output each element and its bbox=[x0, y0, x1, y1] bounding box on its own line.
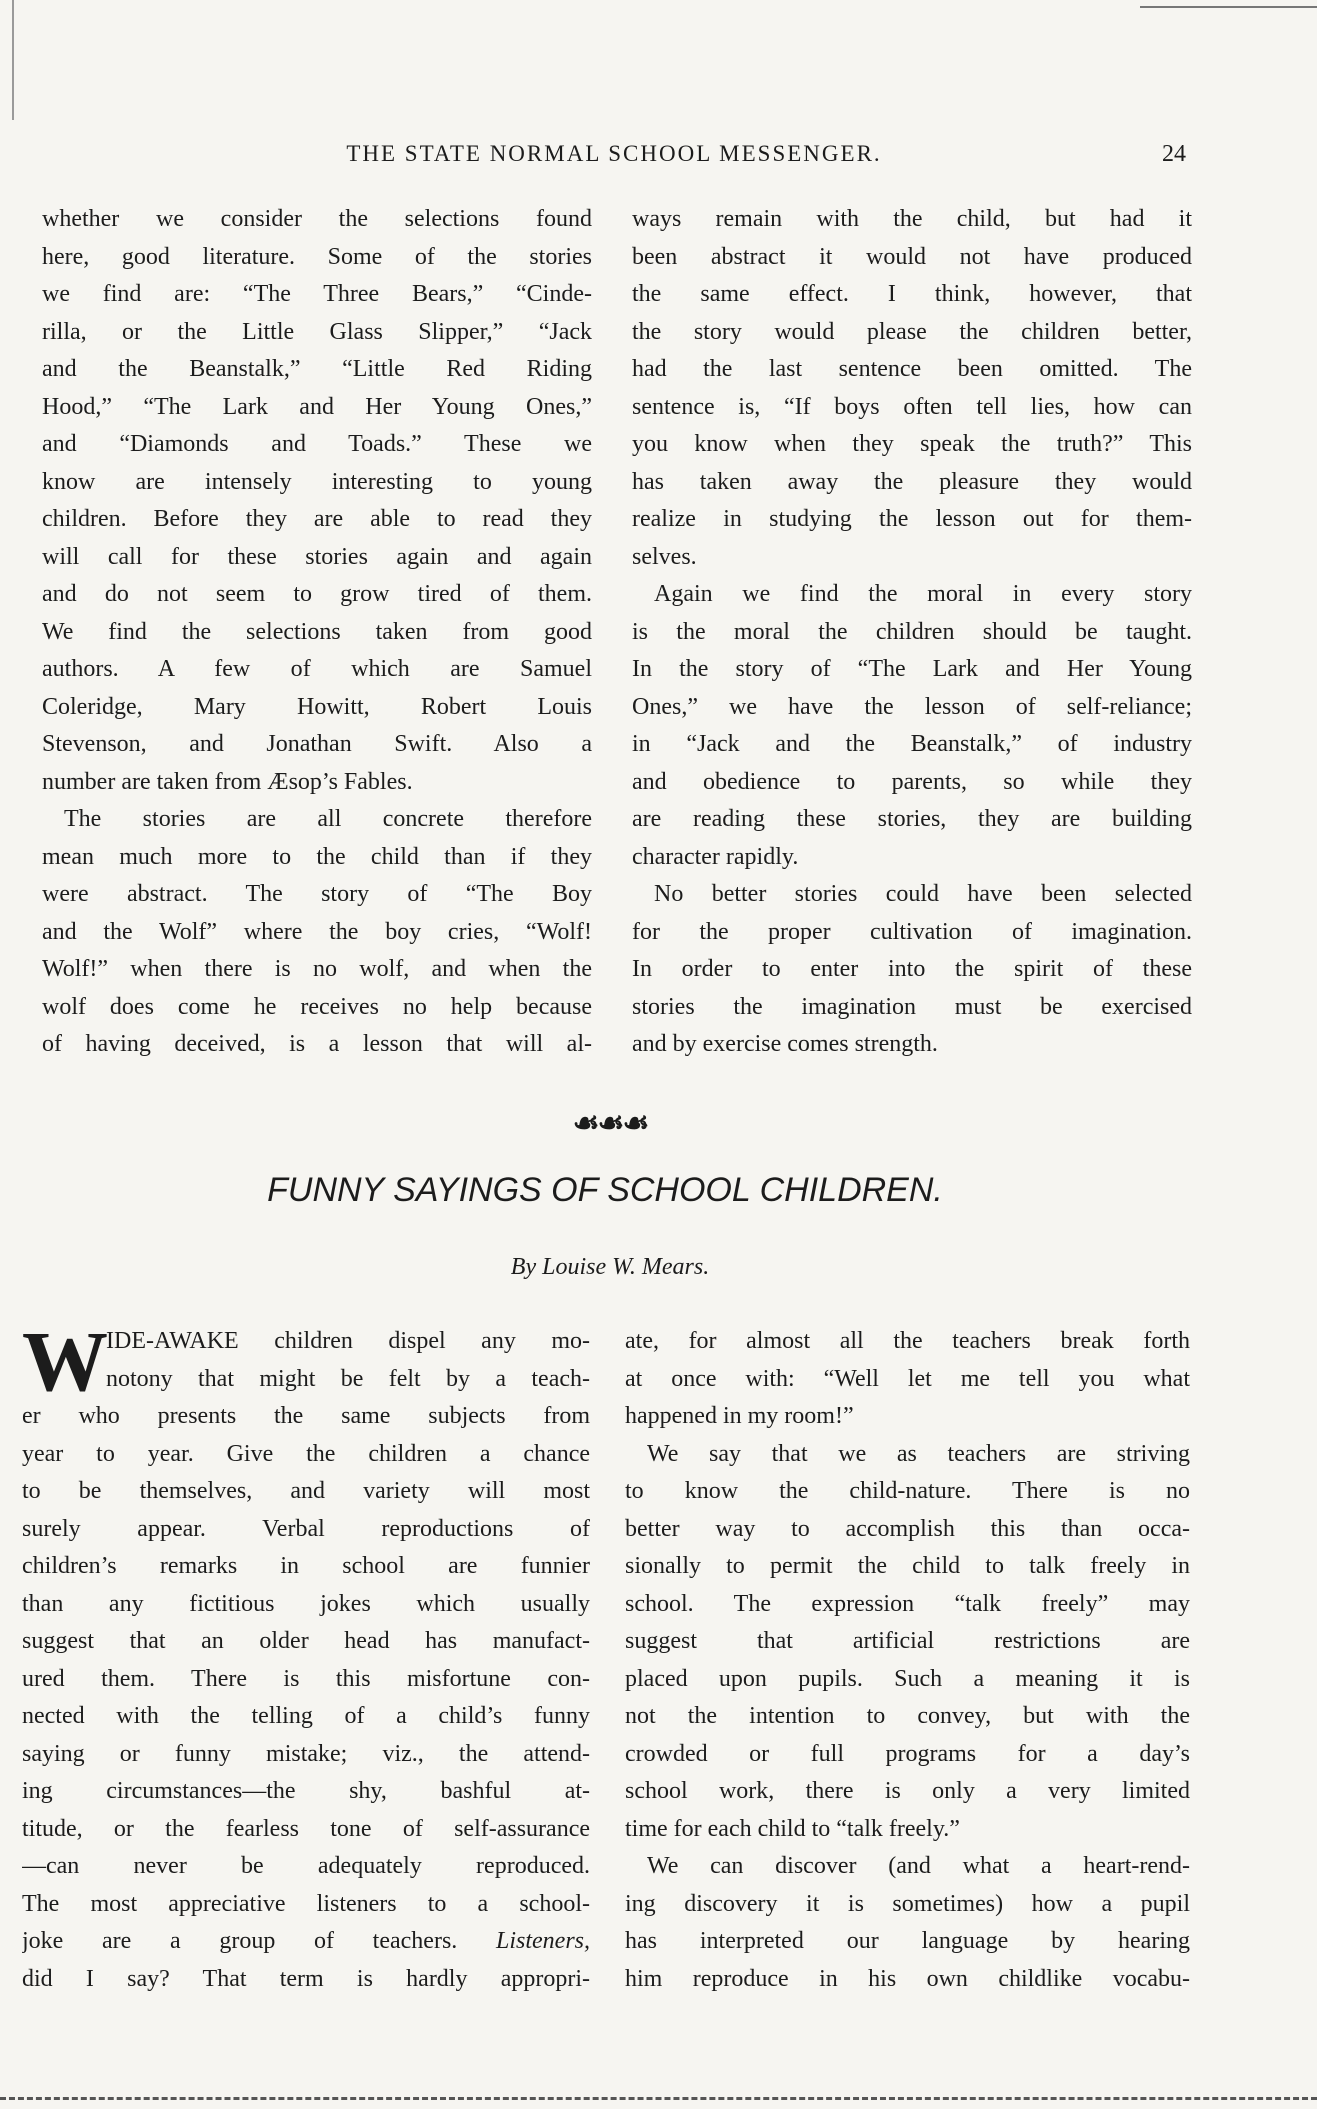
paragraph bbox=[22, 1323, 590, 1998]
text-line: whether we consider the selections found bbox=[42, 206, 592, 232]
text-line: children’s remarks in school are funnier bbox=[22, 1553, 590, 1579]
text-line: happened in my room!” bbox=[625, 1403, 854, 1429]
text-line: realize in studying the lesson out for them- bbox=[632, 506, 1192, 532]
text-line: to know the child-nature. There is no bbox=[625, 1478, 1190, 1504]
text-line: mean much more to the child than if they bbox=[42, 843, 592, 870]
text-line: school work, there is only a very limited bbox=[625, 1778, 1190, 1804]
text-line: saying or funny mistake; viz., the attend- bbox=[22, 1740, 590, 1767]
text-line: The stories are all concrete therefore bbox=[64, 806, 592, 832]
paragraph bbox=[42, 801, 592, 1064]
text-line: better way to accomplish this than occa- bbox=[625, 1515, 1190, 1542]
text-line: placed upon pupils. Such a meaning it is bbox=[625, 1665, 1190, 1692]
text-line: in “Jack and the Beanstalk,” of industry bbox=[632, 731, 1192, 757]
italic-text: Listeners, bbox=[495, 1928, 590, 1954]
text-segment: joke are a group of teachers. bbox=[22, 1928, 496, 1954]
text-line: Wolf!” when there is no wolf, and when the bbox=[42, 956, 592, 982]
scan-edge-line bbox=[1140, 6, 1317, 8]
text-line: year to year. Give the children a chance bbox=[22, 1440, 590, 1467]
text-line: selves. bbox=[632, 543, 697, 570]
text-line: Ones,” we have the lesson of self-reliance; bbox=[632, 693, 1192, 720]
column-top-left bbox=[42, 201, 592, 1064]
text-line: suggest that artificial restrictions are bbox=[625, 1628, 1190, 1654]
text-line: been abstract it would not have produced bbox=[632, 243, 1192, 270]
paragraph bbox=[625, 1323, 1190, 1436]
text-line: authors. A few of which are Samuel bbox=[42, 656, 592, 682]
text-line: we find are: “The Three Bears,” “Cinde- bbox=[42, 281, 592, 307]
text-line: and the Beanstalk,” “Little Red Riding bbox=[42, 356, 592, 382]
running-header bbox=[0, 138, 1317, 170]
scan-edge-line bbox=[12, 0, 14, 120]
text-line: and the Wolf” where the boy cries, “Wolf! bbox=[42, 918, 592, 945]
text-line: will call for these stories again and again bbox=[42, 543, 592, 570]
text-line: We find the selections taken from good bbox=[42, 618, 592, 645]
text-line: Again we find the moral in every story bbox=[654, 581, 1192, 607]
text-line: —can never be adequately reproduced. bbox=[22, 1853, 590, 1879]
text-line: did I say? That term is hardly appropri- bbox=[22, 1965, 590, 1992]
text-line: crowded or full programs for a day’s bbox=[625, 1740, 1190, 1767]
text-line: are reading these stories, they are building bbox=[632, 806, 1192, 832]
text-line: know are intensely interesting to young bbox=[42, 468, 592, 495]
page-number: 24 bbox=[1162, 141, 1186, 167]
text-line: er who presents the same subjects from bbox=[22, 1403, 590, 1429]
text-line: number are taken from Æsop’s Fables. bbox=[42, 768, 413, 795]
text-line: sentence is, “If boys often tell lies, how can bbox=[632, 393, 1192, 420]
text-line: to be themselves, and variety will most bbox=[22, 1478, 590, 1504]
text-line: In order to enter into the spirit of these bbox=[632, 956, 1192, 982]
text-line bbox=[22, 1923, 590, 1961]
text-line: and obedience to parents, so while they bbox=[632, 768, 1192, 795]
text-line: than any fictitious jokes which usually bbox=[22, 1590, 590, 1617]
text-line: ways remain with the child, but had it bbox=[632, 206, 1192, 232]
text-line: and by exercise comes strength. bbox=[632, 1031, 938, 1057]
text-line: In the story of “The Lark and Her Young bbox=[632, 656, 1192, 682]
column-bottom-left bbox=[22, 1323, 590, 1998]
text-line: ing circumstances—the shy, bashful at- bbox=[22, 1778, 590, 1804]
text-line: character rapidly. bbox=[632, 843, 799, 870]
text-line: ing discovery it is sometimes) how a pupil bbox=[625, 1890, 1190, 1917]
text-line: the same effect. I think, however, that bbox=[632, 281, 1192, 307]
text-line: stories the imagination must be exercised bbox=[632, 993, 1192, 1020]
text-line: not the intention to convey, but with the bbox=[625, 1703, 1190, 1729]
text-line: were abstract. The story of “The Boy bbox=[42, 881, 592, 907]
column-top-right bbox=[632, 201, 1192, 1064]
journal-title: THE STATE NORMAL SCHOOL MESSENGER. bbox=[346, 141, 882, 166]
bottom-rule bbox=[0, 2097, 1317, 2100]
text-line: and do not seem to grow tired of them. bbox=[42, 581, 592, 607]
text-line: No better stories could have been selected bbox=[654, 881, 1192, 907]
text-line: notony that might be felt by a teach- bbox=[106, 1365, 590, 1392]
text-line: The most appreciative listeners to a school- bbox=[22, 1890, 590, 1917]
text-line: time for each child to “talk freely.” bbox=[625, 1815, 960, 1842]
text-line: you know when they speak the truth?” This bbox=[632, 431, 1192, 457]
text-line: Stevenson, and Jonathan Swift. Also a bbox=[42, 731, 592, 757]
text-line: sionally to permit the child to talk freely in bbox=[625, 1553, 1190, 1579]
text-line: ured them. There is this misfortune con- bbox=[22, 1665, 590, 1692]
text-line: at once with: “Well let me tell you what bbox=[625, 1365, 1190, 1392]
text-line: wolf does come he receives no help because bbox=[42, 993, 592, 1020]
text-line: We can discover (and what a heart-rend- bbox=[647, 1853, 1190, 1879]
ornament-divider: ☙☙☙ bbox=[572, 1107, 648, 1140]
text-line: suggest that an older head has manufact- bbox=[22, 1628, 590, 1654]
text-line: IDE-AWAKE children dispel any mo- bbox=[106, 1328, 590, 1354]
text-line: Hood,” “The Lark and Her Young Ones,” bbox=[42, 393, 592, 420]
text-line: is the moral the children should be taught. bbox=[632, 618, 1192, 645]
text-line: has interpreted our language by hearing bbox=[625, 1928, 1190, 1954]
text-line: nected with the telling of a child’s funny bbox=[22, 1703, 590, 1729]
text-line: school. The expression “talk freely” may bbox=[625, 1590, 1190, 1617]
text-line: had the last sentence been omitted. The bbox=[632, 356, 1192, 382]
article-byline: By Louise W. Mears. bbox=[510, 1254, 710, 1280]
text-line: ate, for almost all the teachers break forth bbox=[625, 1328, 1190, 1354]
text-line: has taken away the pleasure they would bbox=[632, 468, 1192, 495]
column-bottom-right bbox=[625, 1323, 1190, 1998]
text-line: We say that we as teachers are striving bbox=[647, 1440, 1190, 1467]
text-line: surely appear. Verbal reproductions of bbox=[22, 1515, 590, 1542]
text-line: for the proper cultivation of imagination. bbox=[632, 918, 1192, 945]
text-line: Coleridge, Mary Howitt, Robert Louis bbox=[42, 693, 592, 720]
paragraph bbox=[625, 1436, 1190, 1849]
paragraph bbox=[632, 201, 1192, 576]
drop-cap: W bbox=[22, 1313, 108, 1409]
text-line: him reproduce in his own childlike vocabu- bbox=[625, 1965, 1190, 1992]
article-title: FUNNY SAYINGS OF SCHOOL CHILDREN. bbox=[267, 1171, 943, 1209]
paragraph bbox=[42, 201, 592, 801]
text-line: of having deceived, is a lesson that will al- bbox=[42, 1031, 592, 1057]
text-line: rilla, or the Little Glass Slipper,” “Jack bbox=[42, 318, 592, 345]
text-line: the story would please the children better, bbox=[632, 318, 1192, 345]
paragraph bbox=[625, 1848, 1190, 1998]
text-line: and “Diamonds and Toads.” These we bbox=[42, 431, 592, 457]
paragraph bbox=[632, 576, 1192, 876]
text-line: children. Before they are able to read they bbox=[42, 506, 592, 532]
paragraph bbox=[632, 876, 1192, 1064]
text-line: titude, or the fearless tone of self-assurance bbox=[22, 1815, 590, 1842]
text-line: here, good literature. Some of the stories bbox=[42, 243, 592, 270]
